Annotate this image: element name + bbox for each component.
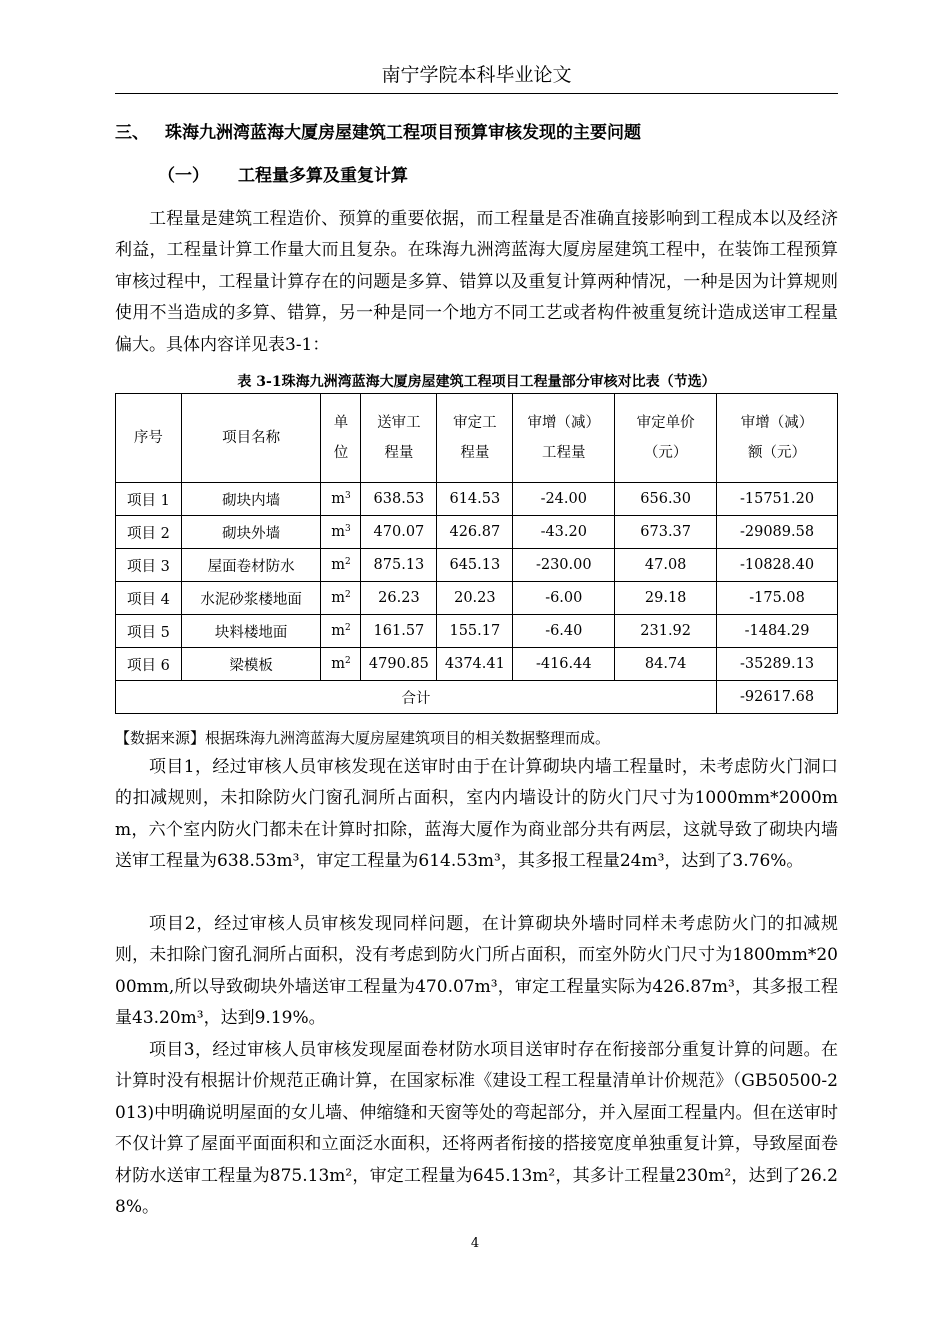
paragraph-item-2: 项目2，经过审核人员审核发现同样问题，在计算砌块外墙时同样未考虑防火门的扣减规则，未扣除门窗孔洞所占面积，没有考虑到防火门所占面积，而室外防火门尺寸为1800mm*2000mm,所以导致砌块外墙送审工程量为470.07m³，审定工程量实际为426.87m³，其多报工程量43.20m³，达到9.19%。 — [115, 914, 838, 1029]
paragraph-item-1: 项目1，经过审核人员审核发现在送审时由于在计算砌块内墙工程量时，未考虑防火门洞口的扣减规则，未扣除防火门窗孔洞所占面积，室内内墙设计的防火门尺寸为1000mm*2000mm，六个室内防火门都未在计算时扣除，蓝海大厦作为商业部分共有两层，这就导致了砌块内墙送审工程量为638.53m³，审定工程量为614.53m³，其多报工程量24m³，达到了3.76%。 — [115, 757, 838, 872]
header-unit: 单 位 — [321, 394, 361, 483]
header-price: 审定单价 （元） — [615, 394, 717, 483]
intro-paragraph: 工程量是建筑工程造价、预算的重要依据，而工程量是否准确直接影响到工程成本以及经济利益，工程量计算工作量大而且复杂。在珠海九洲湾蓝海大厦房屋建筑工程中，在装饰工程预算审核过程中，工程量计算存在的问题是多算、错算以及重复计算两种情况，一种是因为计算规则使用不当造成的多算、错算，另一种是同一个地方不同工艺或者构件被重复统计造成送审工程量偏大。具体内容详见表3-1： — [115, 209, 838, 355]
subsection-title: 工程量多算及重复计算 — [238, 166, 408, 186]
audit-table — [115, 393, 838, 714]
running-header: 南宁学院本科毕业论文 — [115, 62, 838, 94]
table-row: 项目 3 屋面卷材防水 $m^2$ 875.13 645.13 -230.00 47.08 -10828.40 — [116, 549, 838, 582]
header-approved: 审定工 程量 — [437, 394, 513, 483]
header-seq: 序号 — [116, 394, 182, 483]
section-title: 珠海九洲湾蓝海大厦房屋建筑工程项目预算审核发现的主要问题 — [165, 123, 641, 143]
section-number: 三、 — [115, 123, 149, 143]
table-row: 项目 2 砌块外墙 $m^3$ 470.07 426.87 -43.20 673.37 -29089.58 — [116, 516, 838, 549]
table-row: 项目 6 梁模板 $m^2$ 4790.85 4374.41 -416.44 84.74 -35289.13 — [116, 648, 838, 681]
table-row: 项目 5 块料楼地面 $m^2$ 161.57 155.17 -6.40 231.92 -1484.29 — [116, 615, 838, 648]
subsection-number: （一） — [158, 166, 209, 186]
table-total-row — [116, 681, 838, 714]
table-header-row — [116, 394, 838, 483]
table-caption: 表 3-1珠海九洲湾蓝海大厦房屋建筑工程项目工程量部分审核对比表（节选） — [237, 374, 716, 390]
section-heading — [115, 120, 641, 146]
total-label: 合计 — [116, 681, 717, 714]
paragraph-item-3: 项目3，经过审核人员审核发现屋面卷材防水项目送审时存在衔接部分重复计算的问题。在计算时没有根据计价规范正确计算，在国家标准《建设工程工程量清单计价规范》（GB50500-2013)中明确说明屋面的女儿墙、伸缩缝和天窗等处的弯起部分，并入屋面工程量内。但在送审时不仅计算了屋面平面面积和立面泛水面积，还将两者衔接的搭接宽度单独重复计算，导致屋面卷材防水送审工程量为875.13m²，审定工程量为645.13m²，其多计工程量230m²，达到了26.28%。 — [115, 1040, 838, 1218]
header-amount: 审增（减） 额（元） — [717, 394, 838, 483]
total-amount: -92617.68 — [717, 681, 838, 714]
table-row: 项目 4 水泥砂浆楼地面 $m^2$ 26.23 20.23 -6.00 29.18 -175.08 — [116, 582, 838, 615]
header-name: 项目名称 — [181, 394, 321, 483]
data-source-note: 【数据来源】根据珠海九洲湾蓝海大厦房屋建筑项目的相关数据整理而成。 — [115, 729, 611, 747]
header-submitted: 送审工 程量 — [361, 394, 437, 483]
header-diff: 审增（减） 工程量 — [513, 394, 615, 483]
subsection-heading — [158, 163, 408, 189]
table-row: 项目 1 砌块内墙 $m^3$ 638.53 614.53 -24.00 656.30 -15751.20 — [116, 483, 838, 516]
page-number: 4 — [470, 1236, 480, 1251]
